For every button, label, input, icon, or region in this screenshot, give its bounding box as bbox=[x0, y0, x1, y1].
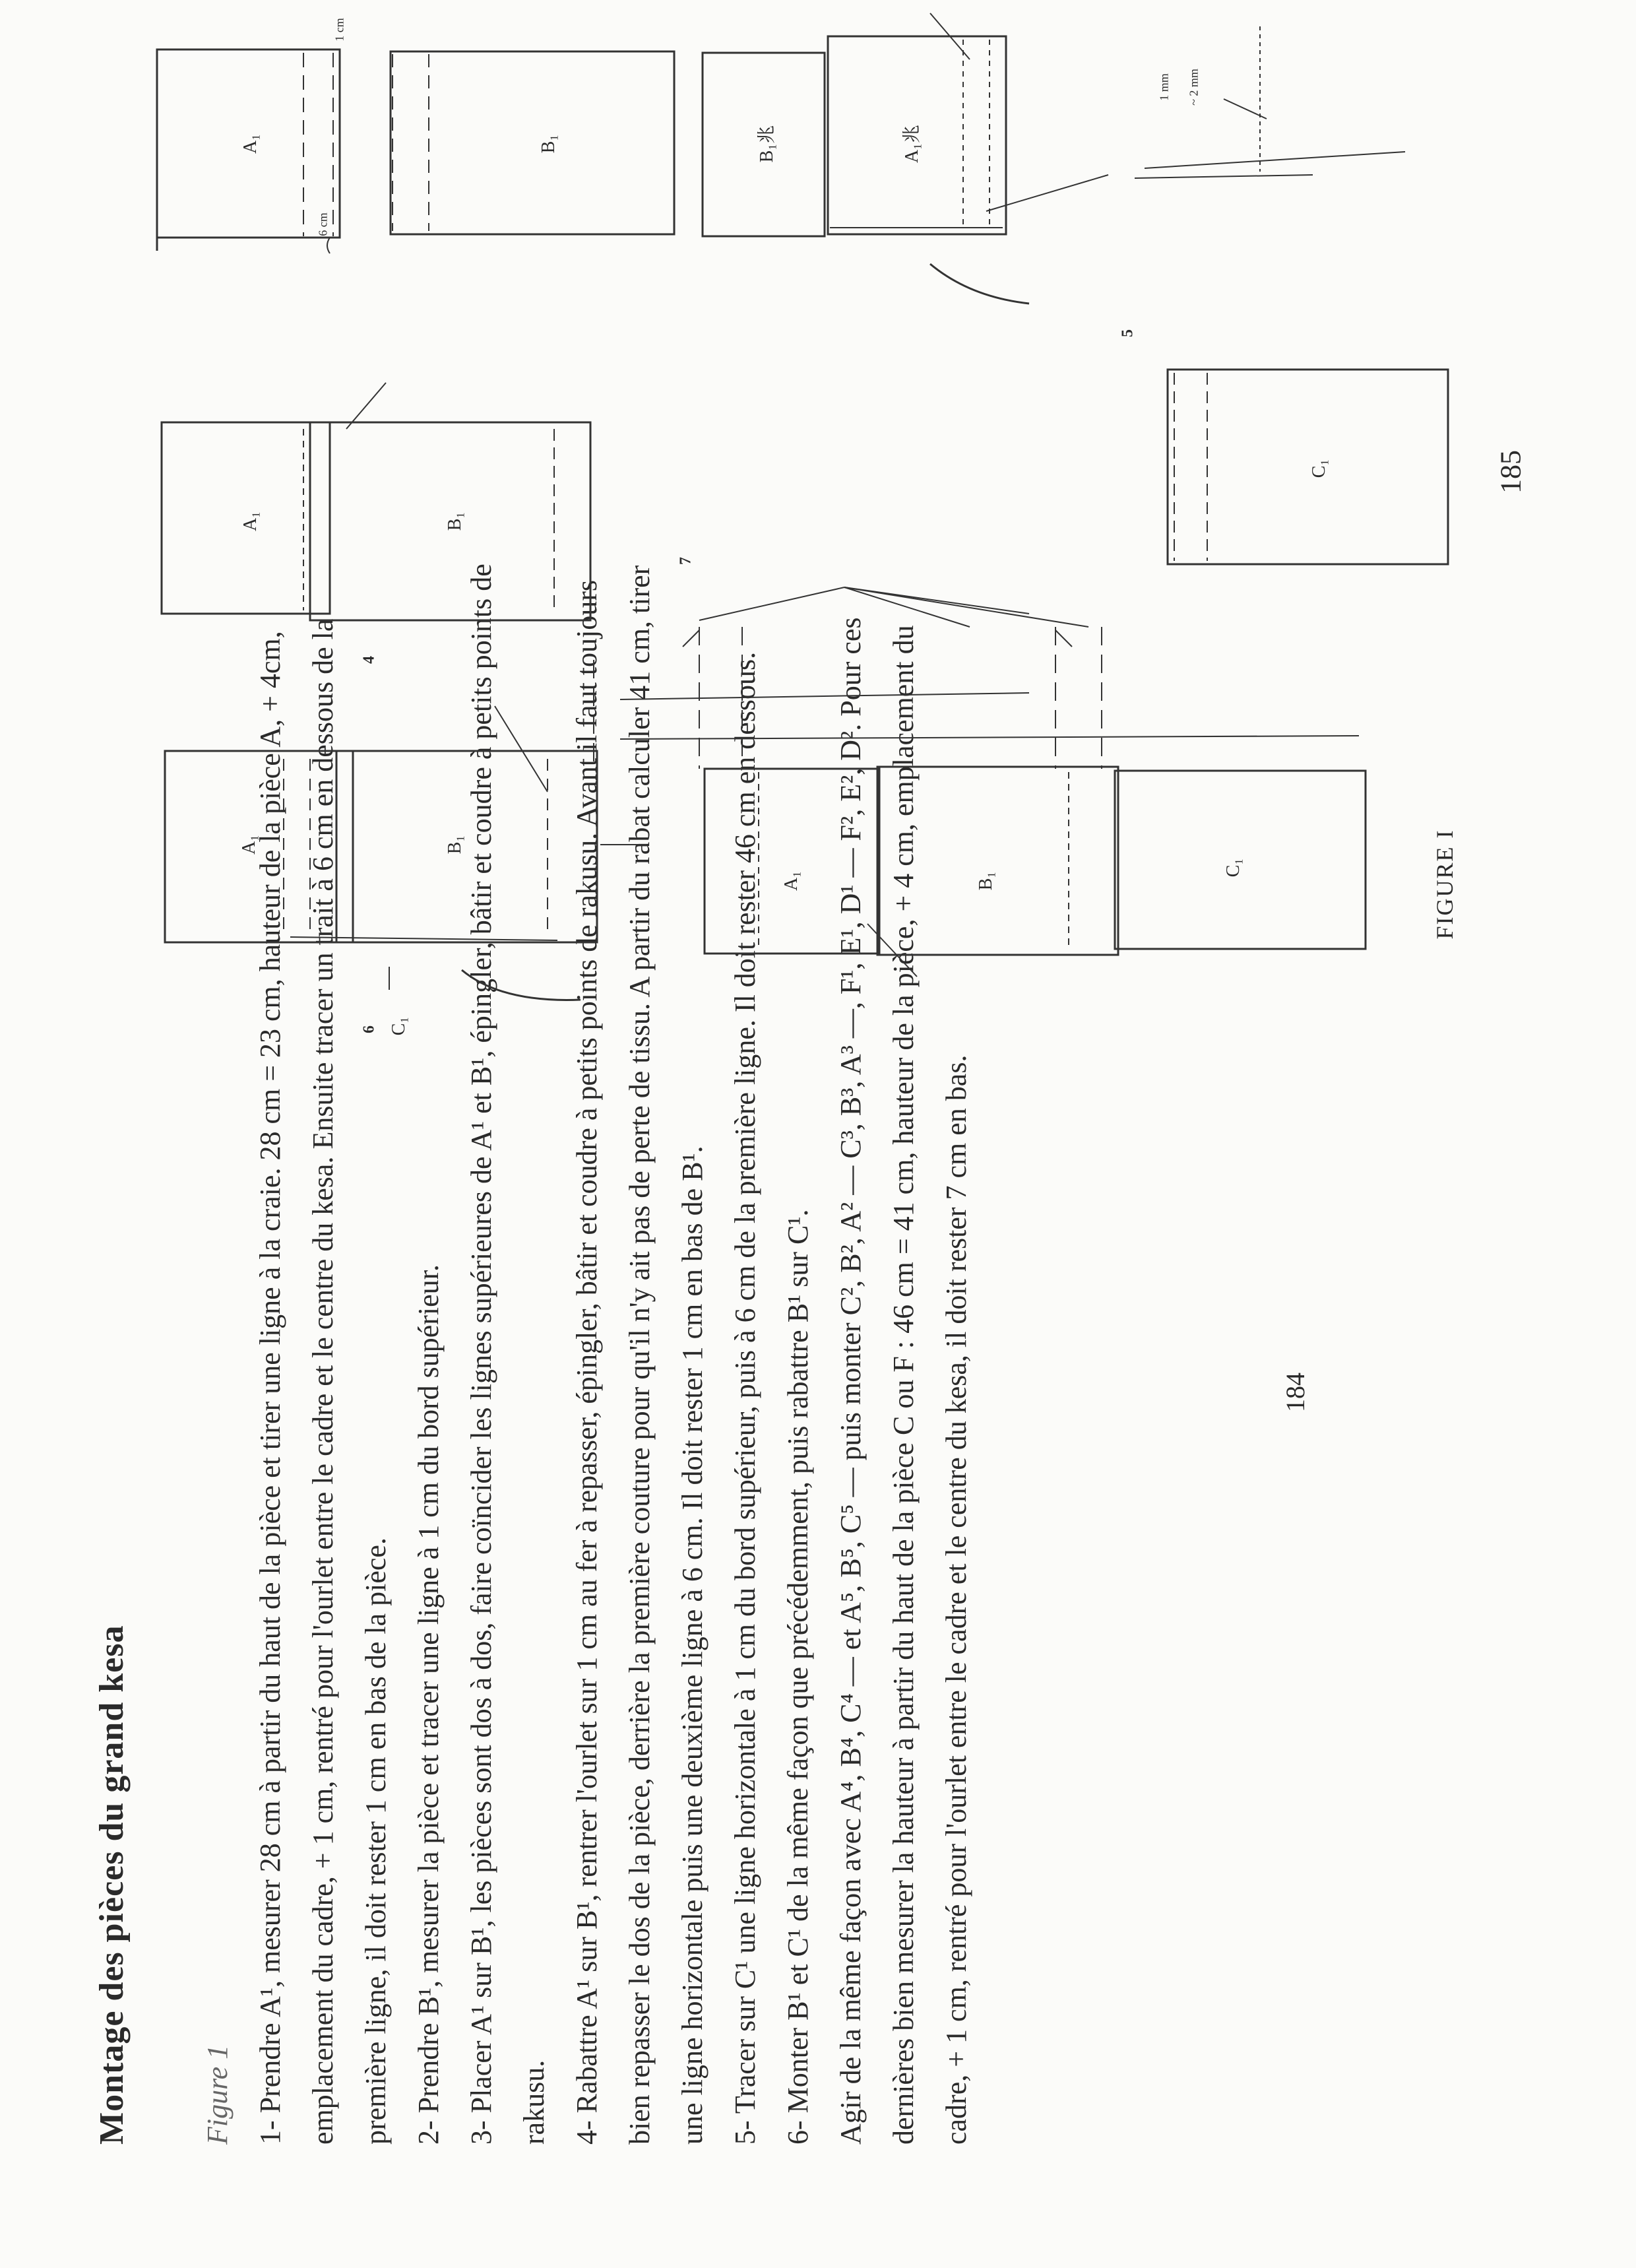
piece-label-b1-marked: B₁兆 bbox=[757, 125, 777, 163]
piece-label-b1: B₁ bbox=[445, 835, 465, 855]
piece-label-a1: A₁ bbox=[240, 134, 261, 154]
pointer-line bbox=[986, 175, 1108, 211]
measure-2mm: ~ 2 mm bbox=[1187, 69, 1201, 106]
step-paragraph: 1- Prendre A¹, mesurer 28 cm à partir du haut de la pièce et tirer une ligne à la craie. 28 cm = 23 cm, hauteur de la pièce A, + 4cm, emplacement du cadre, + 1 cm, rentré pour l'ourlet entre le cadre et le centre du kesa. Ensuite tracer un trait à 6 cm en dessous de la première ligne, il doit rester 1 cm en bas de la pièce. bbox=[254, 618, 392, 2145]
step-paragraph: 3- Placer A¹ sur B¹, les pièces sont dos à dos, faire coïncider les lignes supérieures de A¹ et B¹, épingler, bâtir et coudre à petits points de rakusu. bbox=[465, 564, 550, 2145]
step-paragraph: 2- Prendre B¹, mesurer la pièce et tracer une ligne à 1 cm du bord supérieur. bbox=[412, 1264, 445, 2145]
tick-mark bbox=[683, 630, 699, 647]
edge-line bbox=[290, 937, 557, 940]
piece-label-a1: A₁ bbox=[781, 871, 802, 891]
horizontal-line bbox=[620, 736, 1359, 739]
piece-label-c1: C₁ bbox=[1309, 459, 1329, 478]
pointer-line bbox=[844, 587, 970, 627]
fold-arrow bbox=[462, 970, 581, 1000]
piece-a1-rect bbox=[705, 769, 879, 954]
pointer-line bbox=[495, 706, 548, 792]
piece-b1-rect bbox=[336, 751, 597, 942]
measure-bracket bbox=[327, 238, 330, 253]
step-number: 4 bbox=[360, 656, 378, 664]
step-paragraph: 4- Rabattre A¹ sur B¹, rentrer l'ourlet sur 1 cm au fer à repasser, épingler, bâtir et coudre à petits points de rakusu. Avant il faut toujours bien repasser le dos de la pièce, derrière la première couture pour qu'il n'y ait pas de perte de tissu. A partir du rabat calculer 41 cm, tirer une ligne horizontale puis une deuxième ligne à 6 cm. Il doit rester 1 cm en bas de B¹. bbox=[571, 565, 708, 2145]
piece-label-c1: C₁ bbox=[389, 1016, 409, 1036]
measure-1cm: 1 cm bbox=[332, 18, 346, 42]
fold-arrow bbox=[930, 264, 1029, 304]
piece-label-b1: B₁ bbox=[976, 871, 996, 891]
detail-line bbox=[1145, 152, 1405, 168]
figure-caption: Figure 1 bbox=[201, 2044, 234, 2145]
step-paragraph: Agir de la même façon avec A⁴, B⁴, C⁴ — et A⁵, B⁵, C⁵ — puis monter C², B², A² — C³, B³, A³ —, F¹, E¹, D¹ — F², E², D². Pour ces dernières bien mesurer la hauteur à partir du haut de la pièce C ou F : 46 cm = 41 cm, hauteur de la pièce, + 4 cm, emplacement du cadre, + 1 cm, rentré pour l'ourlet entre le cadre et le centre du kesa, il doit rester 7 cm en bas. bbox=[834, 617, 972, 2145]
piece-c1-rect bbox=[1168, 370, 1448, 564]
piece-label-b1: B₁ bbox=[538, 134, 559, 154]
piece-label-a1: A₁ bbox=[240, 511, 261, 531]
piece-label-a1: A₁ bbox=[239, 835, 259, 855]
piece-label-a1-marked: A₁兆 bbox=[902, 125, 922, 163]
piece-label-c1: C₁ bbox=[1223, 858, 1243, 878]
pointer-line bbox=[844, 587, 1088, 627]
right-page-number: 185 bbox=[1494, 450, 1527, 494]
step-paragraph: 6- Monter B¹ et C¹ de la même façon que précédemment, puis rabattre B¹ sur C¹. bbox=[782, 1209, 814, 2145]
figure-title: FIGURE I bbox=[1432, 829, 1458, 940]
piece-b1-rect bbox=[391, 51, 674, 234]
piece-b1-rect bbox=[877, 767, 1118, 955]
pointer-line bbox=[867, 924, 917, 977]
pointer-line bbox=[699, 587, 844, 620]
step-paragraph: 5- Tracer sur C¹ une ligne horizontale à 1 cm du bord supérieur, puis à 6 cm de la première ligne. Il doit rester 46 cm en dessous. bbox=[729, 651, 761, 2145]
step-number: 7 bbox=[677, 557, 695, 565]
measure-6cm: 6 cm bbox=[316, 212, 330, 236]
measure-1mm: 1 mm bbox=[1157, 73, 1171, 101]
page-title: Montage des pièces du grand kesa bbox=[93, 1625, 131, 2145]
piece-label-b1: B₁ bbox=[445, 511, 465, 531]
left-page-number: 184 bbox=[1280, 1373, 1310, 1412]
step-number: 5 bbox=[1119, 329, 1137, 337]
step-number: 6 bbox=[360, 1025, 378, 1033]
detail-line bbox=[1135, 175, 1313, 178]
horizontal-line bbox=[620, 693, 1029, 699]
tick-mark bbox=[1055, 630, 1072, 647]
